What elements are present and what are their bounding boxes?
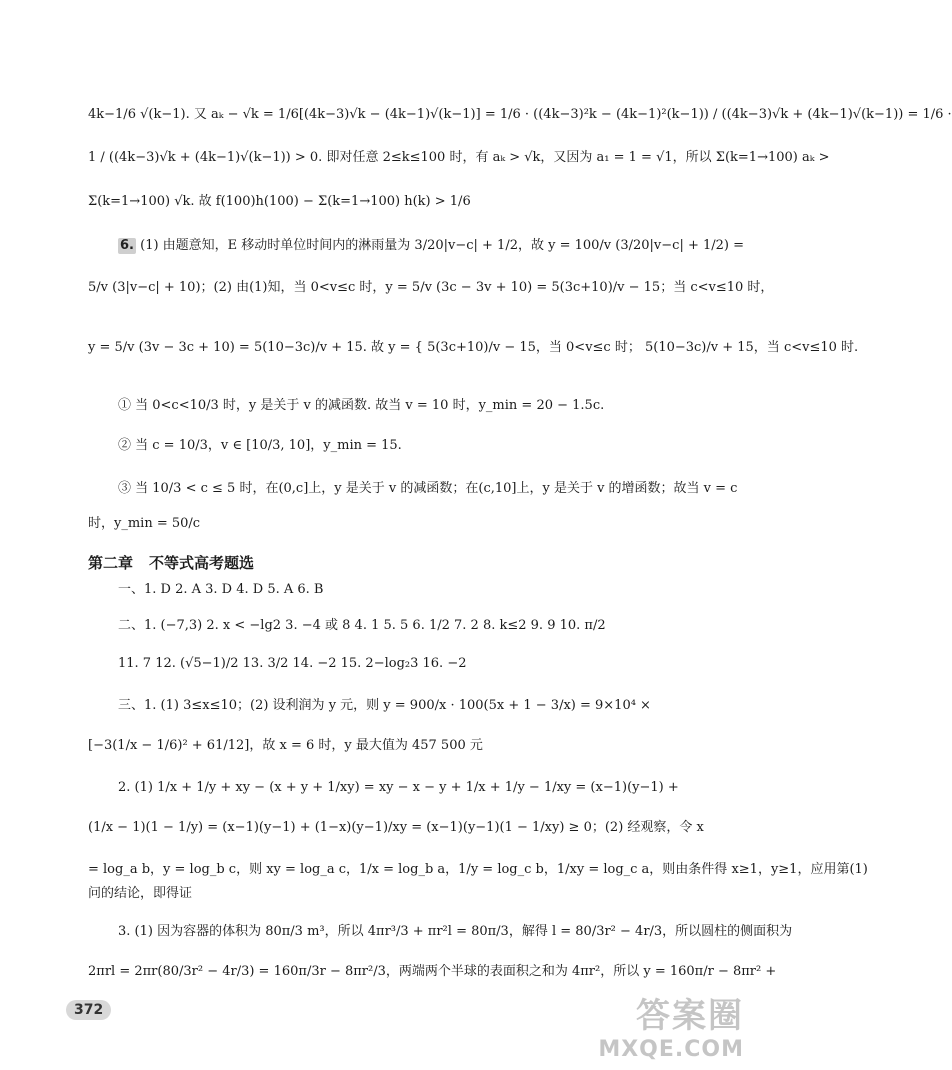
watermark-logo-text: 答案圈 [636,996,744,1036]
text-line: 2. (1) 1/x + 1/y + xy − (x + y + 1/xy) = xy − x − y + 1/x + 1/y − 1/xy = (x−1)(y−1) + [118,780,679,795]
text-line: 2πrl = 2πr(80/3r² − 4r/3) = 160π/3r − 8πr²/3，两端两个半球的表面积之和为 4πr²，所以 y = 160π/r − 8πr² + [88,964,777,979]
page-number: 372 [66,1000,111,1020]
text-line: (1/x − 1)(1 − 1/y) = (x−1)(y−1) + (1−x)(y−1)/xy = (x−1)(y−1)(1 − 1/xy) ≥ 0；(2) 经观察，令 x [88,820,704,835]
watermark-url: MXQE.COM [598,1037,744,1062]
text-line: [−3(1/x − 1/6)² + 61/12]，故 x = 6 时，y 最大值为 457 500 元 [88,738,483,753]
chapter-label: 第二章 [88,554,134,572]
answer-section-2a: 二、1. (−7,3) 2. x < −lg2 3. −4 或 8 4. 1 5. 5 6. 1/2 7. 2 8. k≤2 9. 9 10. π/2 [118,618,606,633]
text-line: ② 当 c = 10/3，v ∈ [10/3, 10]，y_min = 15. [118,438,402,453]
text-line: ③ 当 10/3 < c ≤ 5 时，在(0,c]上，y 是关于 v 的减函数；在(c,10]上，y 是关于 v 的增函数；故当 v = c [118,481,738,496]
text-line: 3. (1) 因为容器的体积为 80π/3 m³，所以 4πr³/3 + πr²l = 80π/3，解得 l = 80/3r² − 4r/3，所以圆柱的侧面积为 [118,924,793,939]
text-line: (1) 由题意知，E 移动时单位时间内的淋雨量为 3/20|v−c| + 1/2，故 y = 100/v (3/20|v−c| + 1/2) = [140,238,744,253]
problem-number-badge: 6. [120,238,134,253]
text-line: 三、1. (1) 3≤x≤10；(2) 设利润为 y 元，则 y = 900/x · 100(5x + 1 − 3/x) = 9×10⁴ × [118,698,651,713]
problem-6-line [118,238,744,254]
chapter-title: 不等式高考题选 [149,554,255,572]
text-line: 时，y_min = 50/c [88,516,201,531]
text-line: 5/v (3|v−c| + 10)；(2) 由(1)知，当 0<v≤c 时，y = 5/v (3c − 3v + 10) = 5(3c+10)/v − 15；当 c<v≤10 时， [88,280,774,295]
answer-section-2b: 11. 7 12. (√5−1)/2 13. 3/2 14. −2 15. 2−log₂3 16. −2 [118,656,467,671]
text-line: 4k−1/6 √(k−1). 又 aₖ − √k = 1/6[(4k−3)√k − (4k−1)√(k−1)] = 1/6 · ((4k−3)²k − (4k−1)²(k−1)) / ((4k−3)√k + (4k−1)√(k−1)) = 1/6 · [88,107,952,122]
text-line: Σ(k=1→100) √k. 故 f(100)h(100) − Σ(k=1→100) h(k) > 1/6 [88,194,471,209]
text-line: 1 / ((4k−3)√k + (4k−1)√(k−1)) > 0. 即对任意 2≤k≤100 时，有 aₖ > √k，又因为 a₁ = 1 = √1，所以 Σ(k=1→100) aₖ > [88,150,830,165]
text-line: = log_a b，y = log_b c，则 xy = log_a c，1/x = log_b a，1/y = log_c b，1/xy = log_c a，则由条件得 x≥1，y≥1，应用第(1) [88,862,868,877]
text-line: 问的结论，即得证 [88,886,193,901]
text-line: y = 5/v (3v − 3c + 10) = 5(10−3c)/v + 15. 故 y = { 5(3c+10)/v − 15，当 0<v≤c 时； 5(10−3c)/v + 15，当 c<v≤10 时. [88,340,859,355]
answer-section-1: 一、1. D 2. A 3. D 4. D 5. A 6. B [118,582,324,597]
chapter-heading [88,552,270,573]
site-watermark [598,988,744,1062]
text-line: ① 当 0<c<10/3 时，y 是关于 v 的减函数. 故当 v = 10 时，y_min = 20 − 1.5c. [118,398,605,413]
